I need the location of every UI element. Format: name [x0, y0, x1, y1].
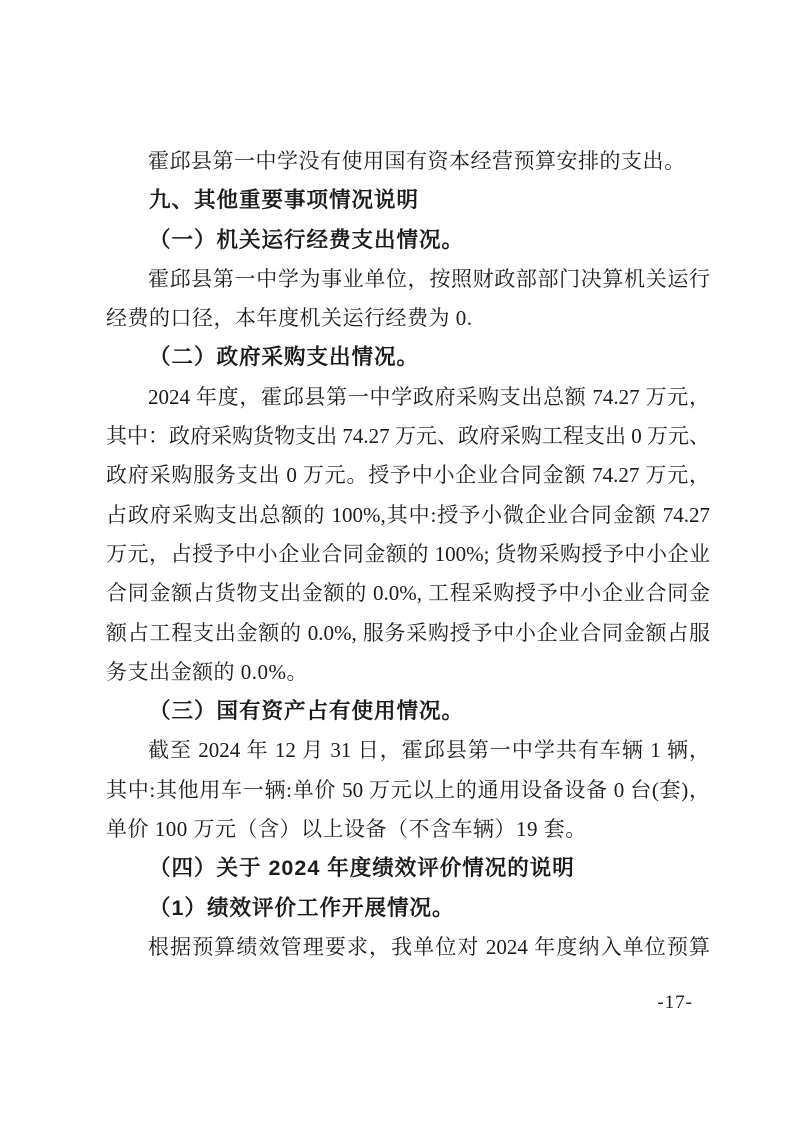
para-state-assets-line-3: 单价 100 万元（含）以上设备（不含车辆）19 套。 — [106, 817, 587, 842]
heading-performance-work: （1）绩效评价工作开展情况。 — [149, 895, 455, 920]
para-no-state-capital-expense: 霍邱县第一中学没有使用国有资本经营预算安排的支出。 — [148, 149, 686, 173]
document-body — [106, 142, 710, 967]
para-gov-procurement-line-8: 务支出金额的 0.0%。 — [106, 659, 308, 684]
para-agency-operating-line-1: 霍邱县第一中学为事业单位，按照财政部部门决算机关运行 — [148, 266, 710, 291]
heading-performance-evaluation: （四）关于 2024 年度绩效评价情况的说明 — [149, 856, 575, 881]
heading-section-nine: 九、其他重要事项情况说明 — [149, 188, 420, 213]
para-gov-procurement-line-6: 合同金额占货物支出金额的 0.0%, 工程采购授予中小企业合同金 — [106, 581, 710, 606]
heading-agency-operating-expense: （一）机关运行经费支出情况。 — [149, 227, 465, 252]
heading-gov-procurement: （二）政府采购支出情况。 — [149, 345, 420, 370]
para-state-assets-line-2: 其中:其他用车一辆:单价 50 万元以上的通用设备设备 0 台(套)， — [106, 777, 710, 802]
para-gov-procurement-line-3: 政府采购服务支出 0 万元。授予中小企业合同金额 74.27 万元， — [106, 463, 710, 488]
para-agency-operating-line-2: 经费的口径，本年度机关运行经费为 0. — [106, 306, 473, 331]
para-gov-procurement-line-7: 额占工程支出金额的 0.0%, 服务采购授予中小企业合同金额占服 — [106, 620, 710, 645]
para-gov-procurement-line-1: 2024 年度，霍邱县第一中学政府采购支出总额 74.27 万元， — [148, 384, 710, 409]
para-state-assets-line-1: 截至 2024 年 12 月 31 日，霍邱县第一中学共有车辆 1 辆， — [148, 738, 710, 763]
para-performance-line-1: 根据预算绩效管理要求，我单位对 2024 年度纳入单位预算 — [148, 934, 710, 959]
para-gov-procurement-line-5: 万元，占授予中小企业合同金额的 100%; 货物采购授予中小企业 — [106, 541, 710, 566]
heading-state-assets: （三）国有资产占有使用情况。 — [149, 699, 465, 724]
para-gov-procurement-line-2: 其中：政府采购货物支出 74.27 万元、政府采购工程支出 0 万元、 — [106, 424, 710, 449]
page-number: -17- — [657, 992, 693, 1013]
para-gov-procurement-line-4: 占政府采购支出总额的 100%,其中:授予小微企业合同金额 74.27 — [106, 502, 710, 527]
